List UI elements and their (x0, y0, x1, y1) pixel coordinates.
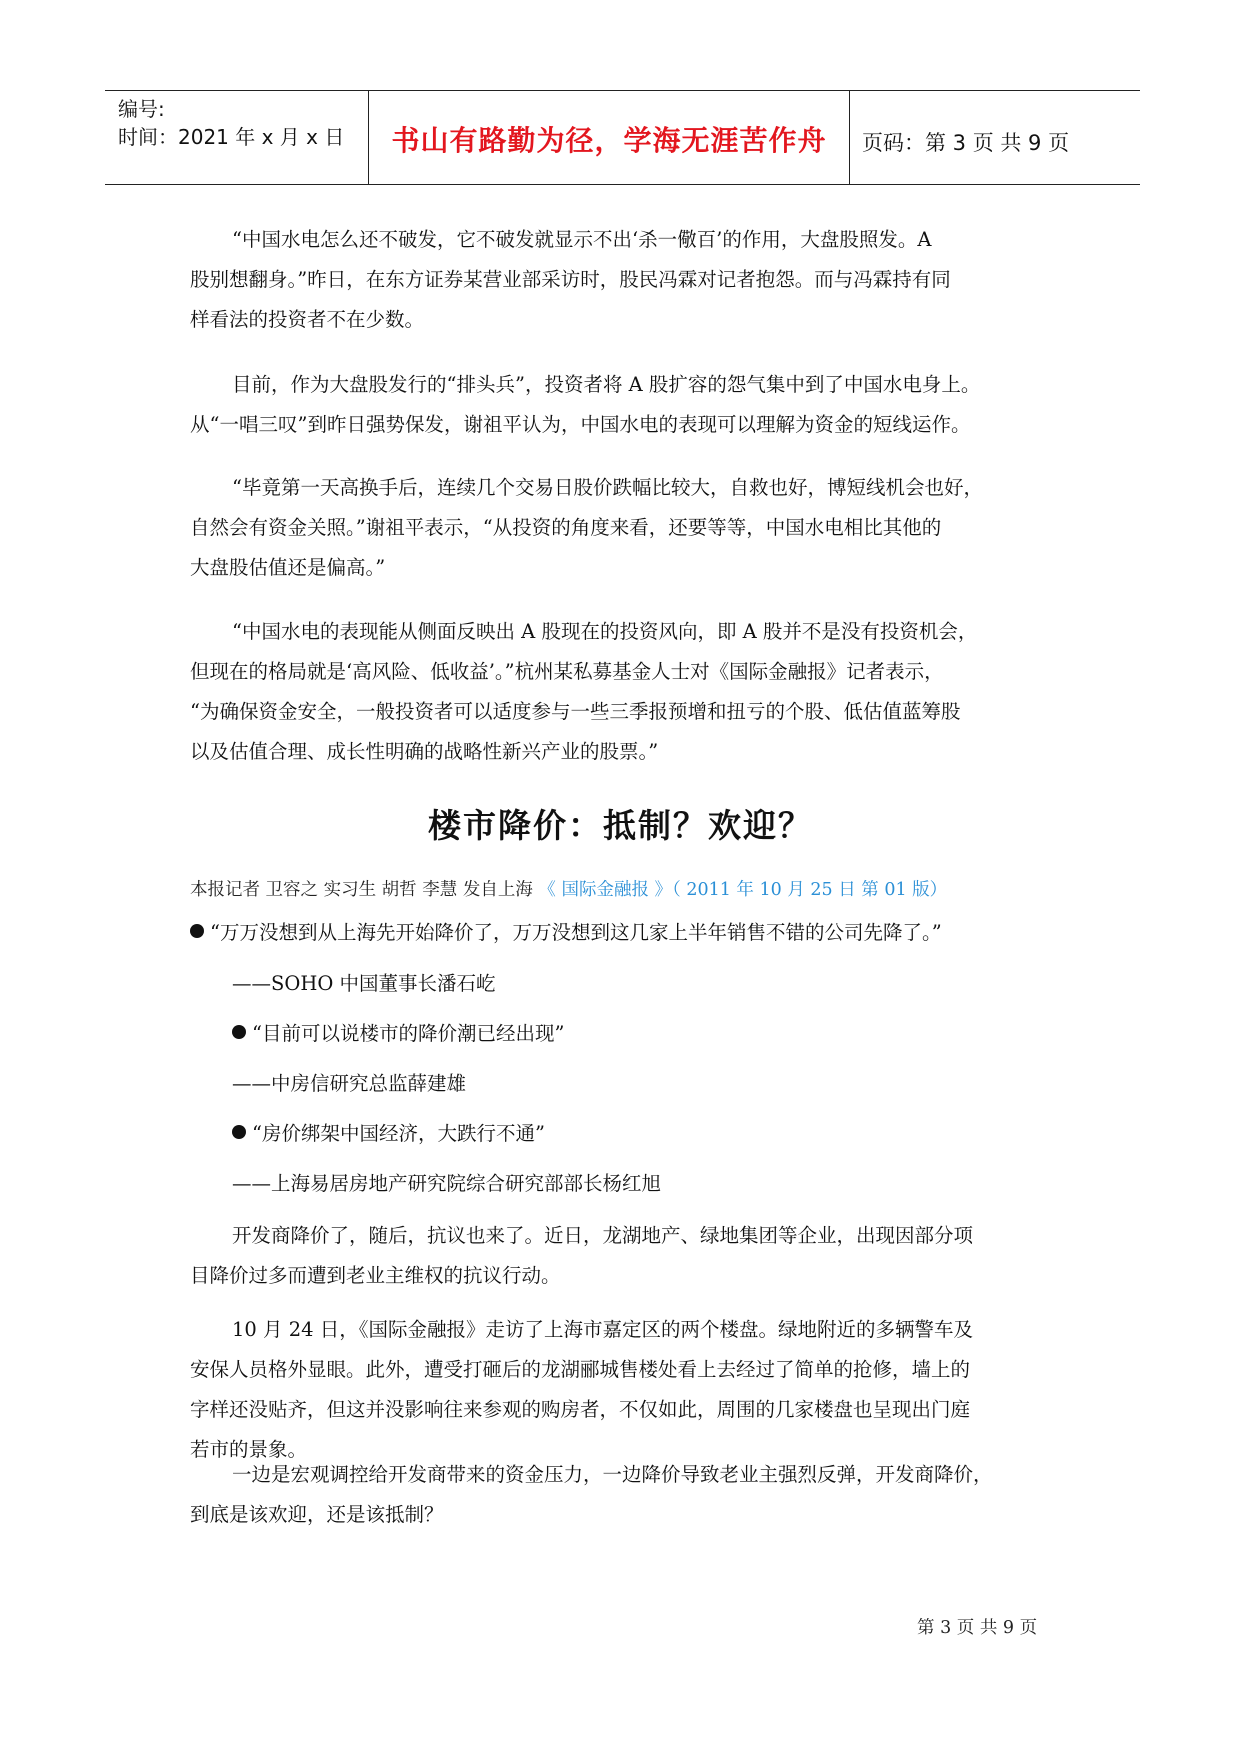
text-line: “毕竟第一天高换手后，连续几个交易日股价跌幅比较大，自救也好，博短线机会也好， (232, 476, 983, 499)
bullet-icon (232, 1025, 246, 1039)
quote-attribution-1: ——SOHO 中国董事长潘石屹 (232, 972, 496, 995)
document-time-label: 时间：2021 年 x 月 x 日 (118, 125, 345, 149)
quote-attribution-3: ——上海易居房地产研究院综合研究部部长杨红旭 (232, 1172, 662, 1195)
text-line: “中国水电怎么还不破发，它不破发就显示不出‘杀一儆百’的作用，大盘股照发。A (232, 228, 932, 251)
article1-paragraph-1 (190, 220, 1070, 340)
header-meta-cell (105, 91, 368, 184)
text-line: 开发商降价了，随后，抗议也来了。近日，龙湖地产、绿地集团等企业，出现因部分项 (232, 1224, 974, 1247)
article-title: 楼市降价：抵制？欢迎？ (428, 806, 813, 845)
article1-paragraph-2 (190, 365, 1070, 445)
bullet-icon (190, 924, 204, 938)
article-byline (190, 876, 947, 901)
text-line: “为确保资金安全，一般投资者可以适度参与一些三季报预增和扭亏的个股、低估值蓝筹股 (190, 700, 961, 723)
header-page-number: 页码：第 3 页 共 9 页 (862, 131, 1070, 155)
header-motto: 书山有路勤为径，学海无涯苦作舟 (391, 124, 827, 157)
article2-paragraph-2 (190, 1310, 1070, 1470)
text-line: 字样还没贴齐，但这并没影响往来参观的购房者，不仅如此，周围的几家楼盘也呈现出门庭 (190, 1398, 971, 1421)
header-page-cell (850, 91, 1140, 184)
article1-paragraph-4 (190, 612, 1070, 772)
text-line: 自然会有资金关照。”谢祖平表示，“从投资的角度来看，还要等等，中国水电相比其他的 (190, 516, 942, 539)
quote-text: “房价绑架中国经济，大跌行不通” (252, 1122, 545, 1145)
text-line: 10 月 24 日，《国际金融报》走访了上海市嘉定区的两个楼盘。绿地附近的多辆警车及 (232, 1318, 973, 1341)
quote-text: “万万没想到从上海先开始降价了，万万没想到这几家上半年销售不错的公司先降了。” (210, 921, 942, 944)
text-line: 从“一唱三叹”到昨日强势保发，谢祖平认为，中国水电的表现可以理解为资金的短线运作。 (190, 413, 971, 436)
text-line: 目前，作为大盘股发行的“排头兵”，投资者将 A 股扩容的怨气集中到了中国水电身上。 (232, 373, 981, 396)
byline-source: 《 国际金融报 》（ 2011 年 10 月 25 日 第 01 版） (538, 880, 948, 900)
quote-2 (232, 1018, 564, 1046)
quote-1 (190, 917, 942, 945)
quote-attribution-2: ——中房信研究总监薛建雄 (232, 1072, 467, 1095)
page-header (105, 90, 1140, 185)
header-motto-cell (368, 91, 850, 184)
byline-authors: 本报记者 卫容之 实习生 胡哲 李慧 发自上海 (190, 880, 533, 900)
text-line: 目降价过多而遭到老业主维权的抗议行动。 (190, 1264, 561, 1287)
text-line: 以及估值合理、成长性明确的战略性新兴产业的股票。” (190, 740, 659, 763)
article1-paragraph-3 (190, 468, 1070, 588)
quote-3 (232, 1118, 545, 1146)
text-line: 但现在的格局就是‘高风险、低收益’。”杭州某私募基金人士对《国际金融报》记者表示， (190, 660, 944, 683)
article2-paragraph-1 (190, 1216, 1070, 1296)
quote-text: “目前可以说楼市的降价潮已经出现” (252, 1022, 565, 1045)
text-line: 股别想翻身。”昨日，在东方证券某营业部采访时，股民冯霖对记者抱怨。而与冯霖持有同 (190, 268, 951, 291)
text-line: 安保人员格外显眼。此外，遭受打砸后的龙湖郦城售楼处看上去经过了简单的抢修，墙上的 (190, 1358, 971, 1381)
document-number-label: 编号: (118, 97, 165, 121)
text-line: 样看法的投资者不在少数。 (190, 308, 425, 331)
article2-paragraph-3 (190, 1455, 1070, 1535)
text-line: 若市的景象。 (190, 1438, 308, 1461)
text-line: 大盘股估值还是偏高。” (190, 556, 386, 579)
bullet-icon (232, 1125, 246, 1139)
text-line: 一边是宏观调控给开发商带来的资金压力，一边降价导致老业主强烈反弹，开发商降价， (232, 1463, 993, 1486)
text-line: 到底是该欢迎，还是该抵制？ (190, 1503, 444, 1526)
text-line: “中国水电的表现能从侧面反映出 A 股现在的投资风向，即 A 股并不是没有投资机会， (232, 620, 978, 643)
page-footer: 第 3 页 共 9 页 (917, 1618, 1038, 1638)
